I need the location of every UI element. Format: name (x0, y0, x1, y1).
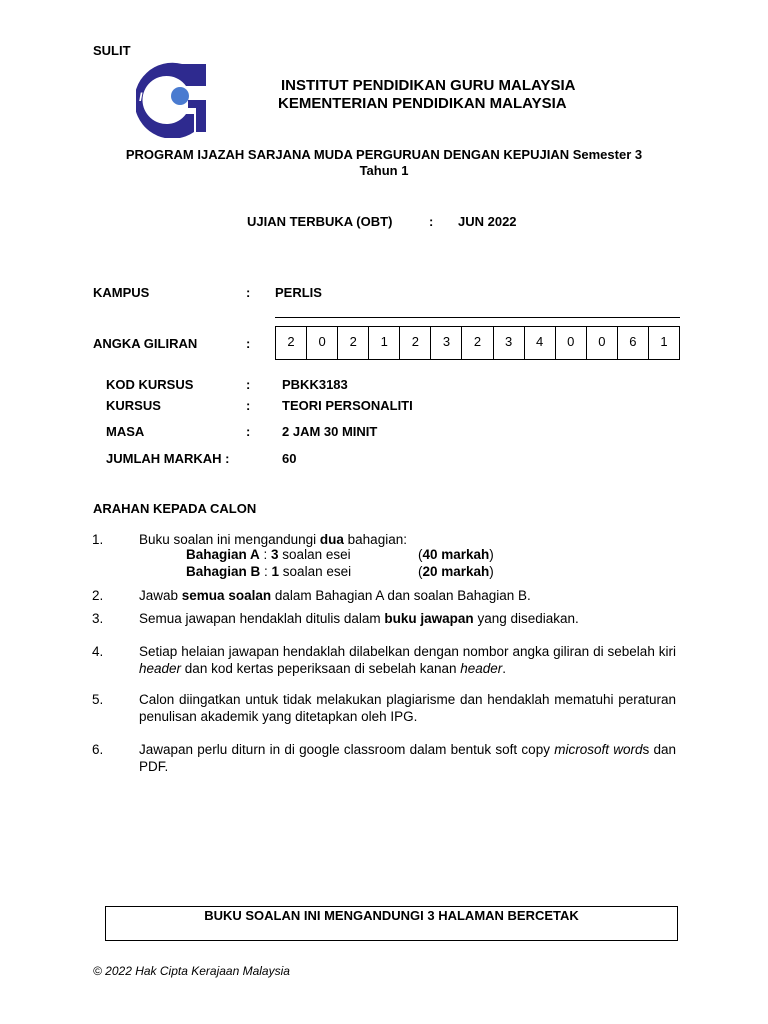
section-b-count: 1 (271, 564, 280, 579)
section-a-count: 3 (271, 547, 279, 562)
section-b-sep: : (260, 564, 272, 579)
giliran-digit: 0 (556, 327, 587, 359)
giliran-digit: 3 (431, 327, 462, 359)
giliran-digit: 1 (369, 327, 400, 359)
instruction-text-3: Semua jawapan hendaklah ditulis dalam buku jawapan yang disediakan. (139, 611, 579, 626)
logo-text: IPG (139, 90, 160, 104)
instruction-number: 1. (92, 532, 104, 547)
instruction-text-5: Calon diingatkan untuk tidak melakukan plagiarisme dan hendaklah mematuhi peraturan penulisan akademik yang ditetapkan oleh IPG. (139, 692, 676, 724)
kampus-underline (275, 317, 680, 318)
masa-value: 2 JAM 30 MINIT (282, 424, 378, 439)
kampus-colon: : (246, 285, 251, 300)
kursus-label: KURSUS (106, 398, 161, 413)
giliran-digit: 2 (276, 327, 307, 359)
instructions-title: ARAHAN KEPADA CALON (93, 501, 257, 516)
section-a-desc: soalan esei (278, 547, 351, 562)
section-b-row (186, 564, 351, 579)
section-b-marks-open: ( (418, 564, 423, 579)
program-title: PROGRAM IJAZAH SARJANA MUDA PERGURUAN DENGAN KEPUJIAN Semester 3 (125, 147, 643, 162)
section-b-marks-value: 20 markah (422, 564, 490, 579)
kod-kursus-label: KOD KURSUS (106, 377, 194, 392)
jumlah-markah-value: 60 (282, 451, 297, 466)
kampus-value: PERLIS (275, 285, 322, 300)
exam-label: UJIAN TERBUKA (OBT) (247, 214, 393, 229)
angka-giliran-boxes (275, 326, 680, 360)
copyright-text: © 2022 Hak Cipta Kerajaan Malaysia (93, 964, 290, 978)
section-a-marks-value: 40 markah (422, 547, 490, 562)
section-b-marks-close: ) (489, 564, 494, 579)
instruction-number: 4. (92, 644, 104, 659)
angka-giliran-colon: : (246, 336, 251, 351)
classification-label: SULIT (93, 43, 131, 58)
section-a-row (186, 547, 351, 562)
kampus-label: KAMPUS (93, 285, 150, 300)
jumlah-markah-label: JUMLAH MARKAH : (106, 451, 230, 466)
section-b-marks (418, 564, 494, 579)
giliran-digit: 4 (525, 327, 556, 359)
giliran-digit: 1 (660, 334, 668, 349)
program-year: Tahun 1 (359, 163, 409, 178)
instruction-1-text: Buku soalan ini mengandungi dua bahagian: (139, 532, 407, 547)
masa-label: MASA (106, 424, 145, 439)
ipg-logo (136, 60, 212, 138)
exam-colon: : (429, 214, 434, 229)
giliran-digit: 0 (307, 327, 338, 359)
instruction-text-4: Setiap helaian jawapan hendaklah dilabelkan dengan nombor angka giliran di sebelah kiri header dan kod kertas peperiksaan di sebelah kanan header. (139, 644, 676, 676)
giliran-digit: 2 (338, 327, 369, 359)
giliran-digit: 2 (462, 327, 493, 359)
instruction-text-1 (139, 531, 676, 548)
section-a-marks (418, 547, 494, 562)
page-count-box (105, 906, 678, 941)
giliran-digit: 2 (400, 327, 431, 359)
instruction-text-6: Jawapan perlu diturn in di google classroom dalam bentuk soft copy microsoft words dan PDF. (139, 742, 677, 774)
section-a-name: Bahagian A (186, 547, 260, 562)
institution-title: INSTITUT PENDIDIKAN GURU MALAYSIA (281, 77, 576, 94)
section-a-sep: : (259, 547, 272, 562)
giliran-digit: 3 (494, 327, 525, 359)
giliran-digit: 6 (618, 327, 649, 359)
kursus-colon: : (246, 398, 251, 413)
instruction-number: 3. (92, 611, 104, 626)
instruction-number: 6. (92, 742, 104, 757)
section-a-marks-open: ( (418, 547, 423, 562)
page-count-text: BUKU SOALAN INI MENGANDUNGI 3 HALAMAN BERCETAK (204, 908, 579, 923)
kod-kursus-colon: : (246, 377, 251, 392)
exam-date: JUN 2022 (458, 214, 517, 229)
instruction-text-2: Jawab semua soalan dalam Bahagian A dan soalan Bahagian B. (139, 588, 531, 603)
angka-giliran-label: ANGKA GILIRAN (93, 336, 198, 351)
section-a-marks-close: ) (489, 547, 494, 562)
giliran-digit: 0 (587, 327, 618, 359)
kursus-value: TEORI PERSONALITI (282, 398, 413, 413)
instruction-number: 2. (92, 588, 104, 603)
masa-colon: : (246, 424, 251, 439)
section-b-name: Bahagian B (186, 564, 261, 579)
ministry-title: KEMENTERIAN PENDIDIKAN MALAYSIA (278, 95, 567, 112)
kod-kursus-value: PBKK3183 (282, 377, 348, 392)
section-b-desc: soalan esei (279, 564, 352, 579)
instruction-number: 5. (92, 692, 104, 707)
